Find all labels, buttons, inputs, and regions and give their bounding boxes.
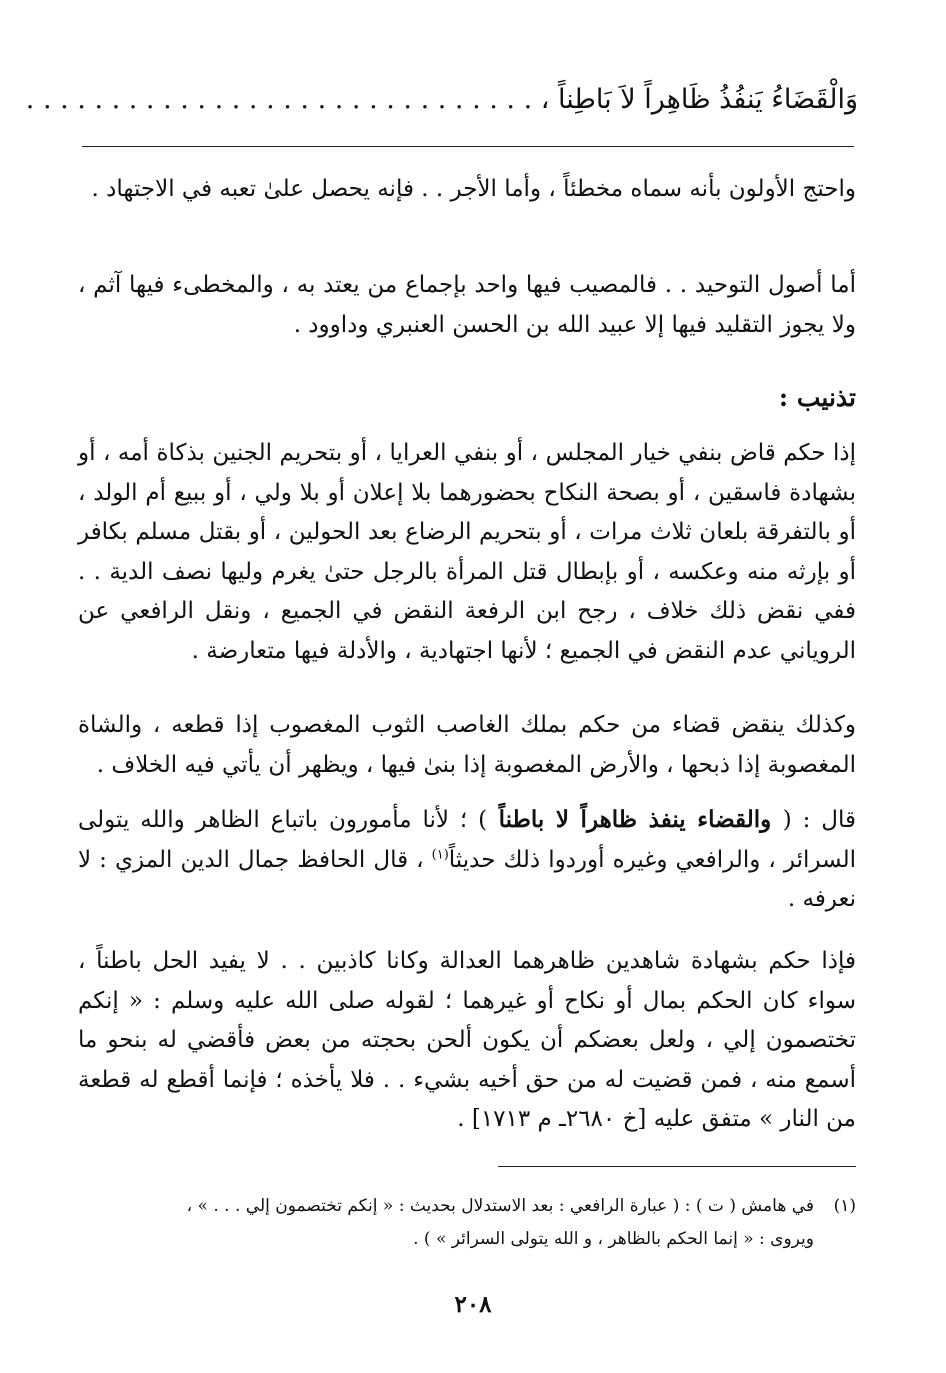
footnote-divider [498,1166,856,1167]
footnote-text-1: في هامش ( ت ) : ( عبارة الرافعي : بعد الاستدلال بحديث : « إنكم تختصمون إلي . . . » ، [186,1196,814,1216]
paragraph-2: أما أصول التوحيد . . فالمصيب فيها واحد بإجماع من يعتد به ، والمخطىء فيها آثم ، ولا يجوز التقليد فيها إلا عبيد الله بن الحسن العنبري وداوود . [78,272,856,338]
section-heading: تذنيب : [778,383,856,412]
page-number: ٢٠٨ [454,1291,492,1318]
quoted-matn: والقضاء ينفذ ظاهراً لا باطناً [487,806,783,833]
footnote-number: (١) [833,1196,856,1216]
paragraph-5-end: ، قال الحافظ جمال الدين المزي : لا نعرفه . [78,846,856,912]
header-divider [82,146,854,147]
footnote-reference[interactable]: (١) [431,846,449,862]
footnote-line-2: ويروى : « إنما الحكم بالظاهر ، و الله يتولى السرائر » ) . [413,1229,814,1249]
paragraph-5 [78,800,856,920]
paragraph-5-body: ) ؛ لأنا مأمورون باتباع الظاهر والله يتولى السرائر ، والرافعي وغيره أوردوا ذلك حديثاً [78,807,856,873]
paragraph-3: إذا حكم قاض بنفي خيار المجلس ، أو بنفي العرايا ، أو بتحريم الجنين بذكاة أمه ، أو بشهادة فاسقين ، أو بصحة النكاح بحضورهما بلا إعلان أو بلا ولي ، أو ببيع أم الولد ، أو بالتفرقة بلعان ثلاث مرات ، أو بتحريم الرضاع بعد الحولين ، أو بقتل مسلم بكافر أو بإرثه منه وعكسه ، أو بإبطال قتل المرأة بالرجل حتىٰ يغرم وليها نصف الدية . . ففي نقض ذلك خلاف ، رجح ابن الرفعة النقض في الجميع ، ونقل الرافعي عن الروياني عدم النقض في الجميع ؛ لأنها اجتهادية ، والأدلة فيها متعارضة . [78,440,856,664]
footnote [78,1190,856,1256]
running-head-title: وَالْقَضَاءُ يَنفُذُ ظَاهِراً لاَ بَاطِناً ، [540,84,858,115]
running-head [25,82,858,118]
paragraph-5-intro: قال : ( [782,807,856,833]
paragraph-4: وكذلك ينقض قضاء من حكم بملك الغاصب الثوب المغصوب إذا قطعه ، والشاة المغصوبة إذا ذبحها ، والأرض المغصوبة إذا بنىٰ فيها ، ويظهر أن يأتي فيه الخلاف . [78,712,856,778]
paragraph-6: فإذا حكم بشهادة شاهدين ظاهرهما العدالة وكانا كاذبين . . لا يفيد الحل باطناً ، سواء كان الحكم بمال أو نكاح أو غيرهما ؛ لقوله صلى الله عليه وسلم : « إنكم تختصمون إلي ، ولعل بعضكم أن يكون ألحن بحجته من بعض فأقضي له بنحو ما أسمع منه ، فمن قضيت له من حق أخيه بشيء . . فلا يأخذه ؛ فإنما أقطع له قطعة من النار » متفق عليه [خ ٢٦٨٠ـ م ١٧١٣] . [78,948,856,1132]
footnote-line-1 [78,1190,856,1223]
paragraph-1: واحتج الأولون بأنه سماه مخطئاً ، وأما الأجر . . فإنه يحصل علىٰ تعبه في الاجتهاد . [91,176,856,202]
running-head-dots: . . . . . . . . . . . . . . . . . . . . . . . . . . . . . . [25,84,533,115]
